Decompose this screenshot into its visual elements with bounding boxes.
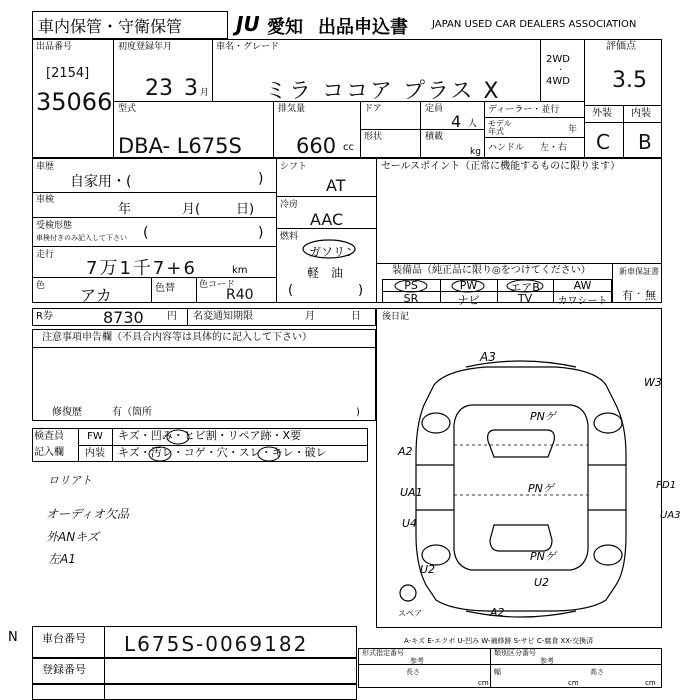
notes-label: 注意事項申告欄（不具合内容等は具体的に記入して下さい） [42, 332, 312, 343]
mark-a2-bottom: A2 [490, 606, 505, 619]
fuel-gasoline: ガソリン [309, 245, 358, 259]
mark-a2-left: A2 [398, 445, 413, 458]
mark-png-3: PNゲ [530, 550, 556, 563]
model-label: 型式 [118, 104, 137, 114]
lot-number: 35066 [36, 88, 113, 116]
length-unit: cm [478, 679, 489, 687]
aircon-value: AAC [310, 210, 344, 229]
warranty-yes: 有 [622, 289, 633, 302]
inspector-label1: 検査員 [34, 431, 64, 442]
inspection-label: 車検 [36, 195, 55, 205]
mark-pd1: PD1 [656, 480, 677, 491]
association-name: JAPAN USED CAR DEALERS ASSOCIATION [432, 19, 637, 30]
color-change-label: 色替 [155, 283, 175, 294]
tax-unit: 円 [167, 311, 177, 322]
drive-2wd: 2WD [546, 54, 570, 65]
registration-label: 初度登録年月 [118, 42, 173, 52]
reg-number-label: 登録番号 [42, 663, 86, 676]
receipt-label: 受検形態 [36, 221, 73, 231]
color-value: アカ [80, 286, 112, 305]
fuel-diesel: 軽 油 [307, 266, 344, 280]
org-name: 愛知 [267, 17, 303, 38]
aircon-label: 冷房 [280, 200, 299, 210]
width-label: 幅 [494, 668, 501, 676]
handle-options: 左・右 [540, 143, 568, 153]
mark-spare: スペア [398, 609, 422, 618]
equipment-airbag: エアB [510, 281, 540, 294]
note-line-2: オーディオ欠品 [46, 507, 130, 521]
model-year-label: モデル [488, 119, 512, 128]
drive-4wd: 4WD [546, 76, 570, 87]
inspector-label2: 記入欄 [34, 447, 64, 458]
receipt-paren: ( [143, 225, 149, 241]
displacement-unit: cc [343, 142, 354, 153]
fuel-gasoline-circle [301, 238, 357, 260]
mark-png-2: PNゲ [528, 482, 554, 495]
note-line-3: 外ANキズ [46, 530, 99, 544]
car-damage-diagram [376, 345, 662, 623]
equipment-pw: PW [459, 279, 478, 292]
door-label: ドア [364, 104, 382, 114]
mark-ua1: UA1 [400, 486, 423, 499]
address-limit-label: 名変通知期限 [193, 311, 253, 322]
inspector-row2-items: キズ・汚レ・コゲ・穴・スレ・キレ・破レ [118, 446, 327, 459]
history-value: 自家用・( [70, 174, 132, 190]
mark-w3: W3 [644, 376, 662, 389]
shift-label: シフト [280, 162, 308, 172]
fuel-paren: ( [288, 283, 294, 298]
evaluation-score: 3.5 [612, 68, 647, 93]
warranty-dot: · [637, 287, 641, 300]
repair-value: 有（箇所 [112, 407, 152, 418]
lot-sub-number: [2154] [46, 66, 90, 81]
repair-label: 修復歴 [52, 407, 82, 418]
displacement-value: 660 [296, 134, 337, 158]
mark-u2-right: U2 [534, 576, 550, 589]
inspection-year: 年 [118, 202, 132, 217]
damage-legend: A-キズ E-エクボ U-凹み W-補修跡 S-サビ C-腐食 XX-交換済 [404, 637, 594, 645]
inspector-row1-items: キズ・凹み・ヒビ割・リペア跡・X要 [118, 429, 302, 442]
exterior-grade: C [596, 130, 610, 154]
logo: JU [236, 12, 260, 36]
repair-close: ) [356, 407, 360, 418]
model-value: DBA- L675S [118, 134, 242, 158]
equipment-tv: TV [517, 292, 533, 305]
fuel-close: ) [358, 283, 364, 298]
fuel-label: 燃料 [280, 232, 299, 242]
interior-label: 内装 [631, 108, 651, 119]
receipt-close: ) [258, 225, 264, 241]
bottom-strip [32, 684, 357, 700]
equipment-leather-seat: カワシート [557, 296, 608, 307]
inspector-circles [118, 428, 368, 462]
length-label: 長さ [406, 668, 420, 676]
displacement-label: 排気量 [278, 104, 306, 114]
mark-ua3: UA3 [660, 510, 681, 521]
color-code-value: R40 [226, 287, 254, 303]
mark-u4: U4 [402, 517, 418, 530]
color-code-label: 色コード [199, 280, 236, 290]
address-limit-month: 月 [305, 311, 315, 322]
capacity-unit: 人 [468, 119, 478, 129]
chassis-value: L675S-0069182 [124, 632, 309, 656]
type-designation-ref: 参考 [410, 657, 424, 665]
sheet-title: 出品申込書 [318, 17, 408, 38]
receipt-note: 車検付きのみ記入して下さい [36, 234, 127, 242]
interior-grade: B [638, 130, 652, 154]
model-year-unit: 年 [568, 125, 578, 135]
warranty-label: 新車保証書 [619, 267, 659, 276]
equipment-aw: AW [573, 279, 592, 292]
type-designation-label: 形式指定番号 [362, 649, 404, 657]
load-label: 積載 [425, 132, 444, 142]
inspector-row2-label: 内装 [85, 448, 105, 459]
equipment-ps: PS [404, 279, 418, 292]
mileage-value: 7万1千7+6 [86, 258, 197, 279]
car-name-label: 車名・グレード [216, 42, 280, 52]
width-unit: cm [568, 679, 579, 687]
height-unit: cm [645, 679, 656, 687]
chassis-prefix: N [8, 630, 18, 645]
height-label: 高さ [590, 668, 604, 676]
equipment-navi: ナビ [457, 294, 480, 307]
load-unit: kg [470, 147, 481, 157]
history-label: 車歴 [36, 162, 55, 172]
tax-label: R券 [36, 311, 53, 322]
mileage-label: 走行 [36, 250, 55, 260]
inspector-row1-label: FW [87, 431, 103, 442]
mark-u2-left: U2 [420, 563, 436, 576]
dealer-label: ディーラー・並行 [488, 105, 560, 115]
exterior-label: 外装 [592, 108, 612, 119]
registration-month: 3 [184, 76, 198, 101]
evaluation-label: 評価点 [606, 41, 636, 52]
equipment-label: 装備品（純正品に限り◎をつけてください） [392, 265, 591, 276]
later-label: 後日記 [382, 312, 410, 322]
lot-label: 出品番号 [36, 42, 73, 52]
history-close: ) [258, 171, 264, 187]
note-line-4: 左A1 [48, 552, 76, 566]
warranty-no: 無 [645, 289, 656, 302]
mark-png-1: PNゲ [530, 410, 556, 423]
note-line-1: ロリアト [48, 474, 92, 487]
mileage-unit: km [232, 265, 248, 276]
inspection-month: 月( [182, 202, 201, 217]
capacity-label: 定員 [425, 104, 444, 114]
inspection-day: 日) [236, 202, 255, 217]
chassis-label: 車台番号 [42, 632, 86, 645]
registration-year: 23 [145, 76, 173, 101]
car-name-value: ミラ ココア プラス X [265, 79, 501, 104]
sales-point-label: セールスポイント（正常に機能するものに限ります） [381, 161, 621, 172]
category-label: 類別区分番号 [494, 649, 536, 657]
storage-label: 車内保管・守衛保管 [38, 17, 183, 36]
address-limit-day: 日 [351, 311, 361, 322]
registration-month-unit: 月 [200, 88, 210, 98]
tax-value: 8730 [103, 308, 144, 327]
door-shape-label: 形状 [364, 132, 383, 142]
color-label: 色 [36, 281, 46, 291]
model-year-label2: 年式 [488, 127, 504, 136]
equipment-sr: SR [403, 292, 419, 305]
drive-dot: · [559, 65, 563, 76]
shift-value: AT [326, 176, 346, 195]
handle-label: ハンドル [488, 143, 525, 153]
category-ref: 参考 [540, 657, 554, 665]
equipment-circles [382, 279, 612, 293]
capacity-value: 4 [451, 112, 462, 131]
mark-a3-top: A3 [480, 350, 496, 364]
